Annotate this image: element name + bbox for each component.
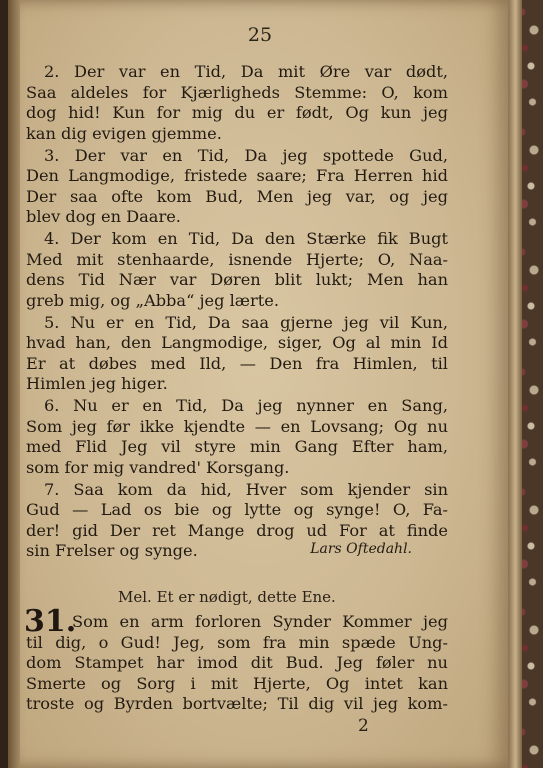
verse-line: med Flid Jeg vil styre min Gang Efter ham, bbox=[26, 437, 448, 456]
verse-line: Der saa ofte kom Bud, Men jeg var, og jeg bbox=[26, 186, 448, 206]
hymn-31-text bbox=[26, 612, 448, 715]
verse-3 bbox=[26, 146, 448, 228]
verse-line: som for mig vandred' Korsgang. bbox=[26, 457, 290, 477]
verse-line: 4. Der kom en Tid, Da den Stærke fik Bugt bbox=[44, 229, 448, 248]
verse-7 bbox=[26, 480, 448, 562]
verse-line: 7. Saa kom da hid, Hver som kjender sin bbox=[44, 479, 448, 499]
hymn-line: til dig, o Gud! Jeg, som fra min spæde Ung- bbox=[26, 632, 448, 652]
verse-line: hvad han, den Langmodige, siger, Og al min Id bbox=[26, 333, 448, 352]
verse-4 bbox=[26, 229, 448, 311]
hymn-line: dom Stampet har imod dit Bud. Jeg føler nu bbox=[26, 653, 448, 672]
verse-line: 6. Nu er en Tid, Da jeg nynner en Sang, bbox=[44, 396, 448, 415]
printer-signature-mark: 2 bbox=[358, 716, 369, 736]
verse-line: greb mig, og „Abba“ jeg lærte. bbox=[26, 290, 279, 310]
author-signature: Lars Oftedahl. bbox=[310, 541, 412, 557]
verse-line: 5. Nu er en Tid, Da saa gjerne jeg vil Kun, bbox=[44, 312, 448, 332]
verse-line: Gud — Lad os bie og lytte og synge! O, Fa- bbox=[26, 500, 448, 519]
hymn-line: Smerte og Sorg i mit Hjerte, Og intet kan bbox=[26, 673, 448, 693]
gutter-shadow bbox=[8, 0, 20, 768]
verses-block bbox=[26, 62, 448, 563]
hymn-number: 31. bbox=[24, 604, 77, 639]
hymn-line: troste og Byrden bortvælte; Til dig vil jeg kom- bbox=[26, 694, 448, 713]
page-number: 25 bbox=[247, 24, 273, 46]
verse-line: dens Tid Nær var Døren blit lukt; Men han bbox=[26, 270, 448, 289]
verse-line: blev dog en Daare. bbox=[26, 207, 181, 226]
melody-indication: Mel. Et er nødigt, dette Ene. bbox=[118, 588, 336, 606]
verse-line: Den Langmodige, fristede saare; Fra Herren hid bbox=[26, 166, 448, 185]
verse-6 bbox=[26, 396, 448, 478]
verse-line: Som jeg før ikke kjendte — en Lovsang; Og nu bbox=[26, 416, 448, 436]
verse-line: der! gid Der ret Mange drog ud For at finde bbox=[26, 520, 448, 540]
verse-2 bbox=[26, 62, 448, 144]
verse-line: Med mit stenhaarde, isnende Hjerte; O, Naa- bbox=[26, 249, 448, 269]
verse-line: Himlen jeg higer. bbox=[26, 374, 168, 393]
verse-last-line-with-signature bbox=[26, 541, 448, 562]
verse-line: sin Frelser og synge. bbox=[26, 541, 198, 560]
verse-line: dog hid! Kun for mig du er født, Og kun jeg bbox=[26, 103, 448, 122]
verse-5 bbox=[26, 313, 448, 395]
verse-line: kan dig evigen gjemme. bbox=[26, 123, 222, 143]
hymn-line: Som en arm forloren Synder Kommer jeg bbox=[72, 612, 448, 631]
verse-line: 2. Der var en Tid, Da mit Øre var dødt, bbox=[44, 62, 448, 81]
verse-line: Er at døbes med Ild, — Den fra Himlen, til bbox=[26, 353, 448, 373]
verse-line: 3. Der var en Tid, Da jeg spottede Gud, bbox=[44, 145, 448, 165]
verse-line: Saa aldeles for Kjærligheds Stemme: O, kom bbox=[26, 82, 448, 102]
